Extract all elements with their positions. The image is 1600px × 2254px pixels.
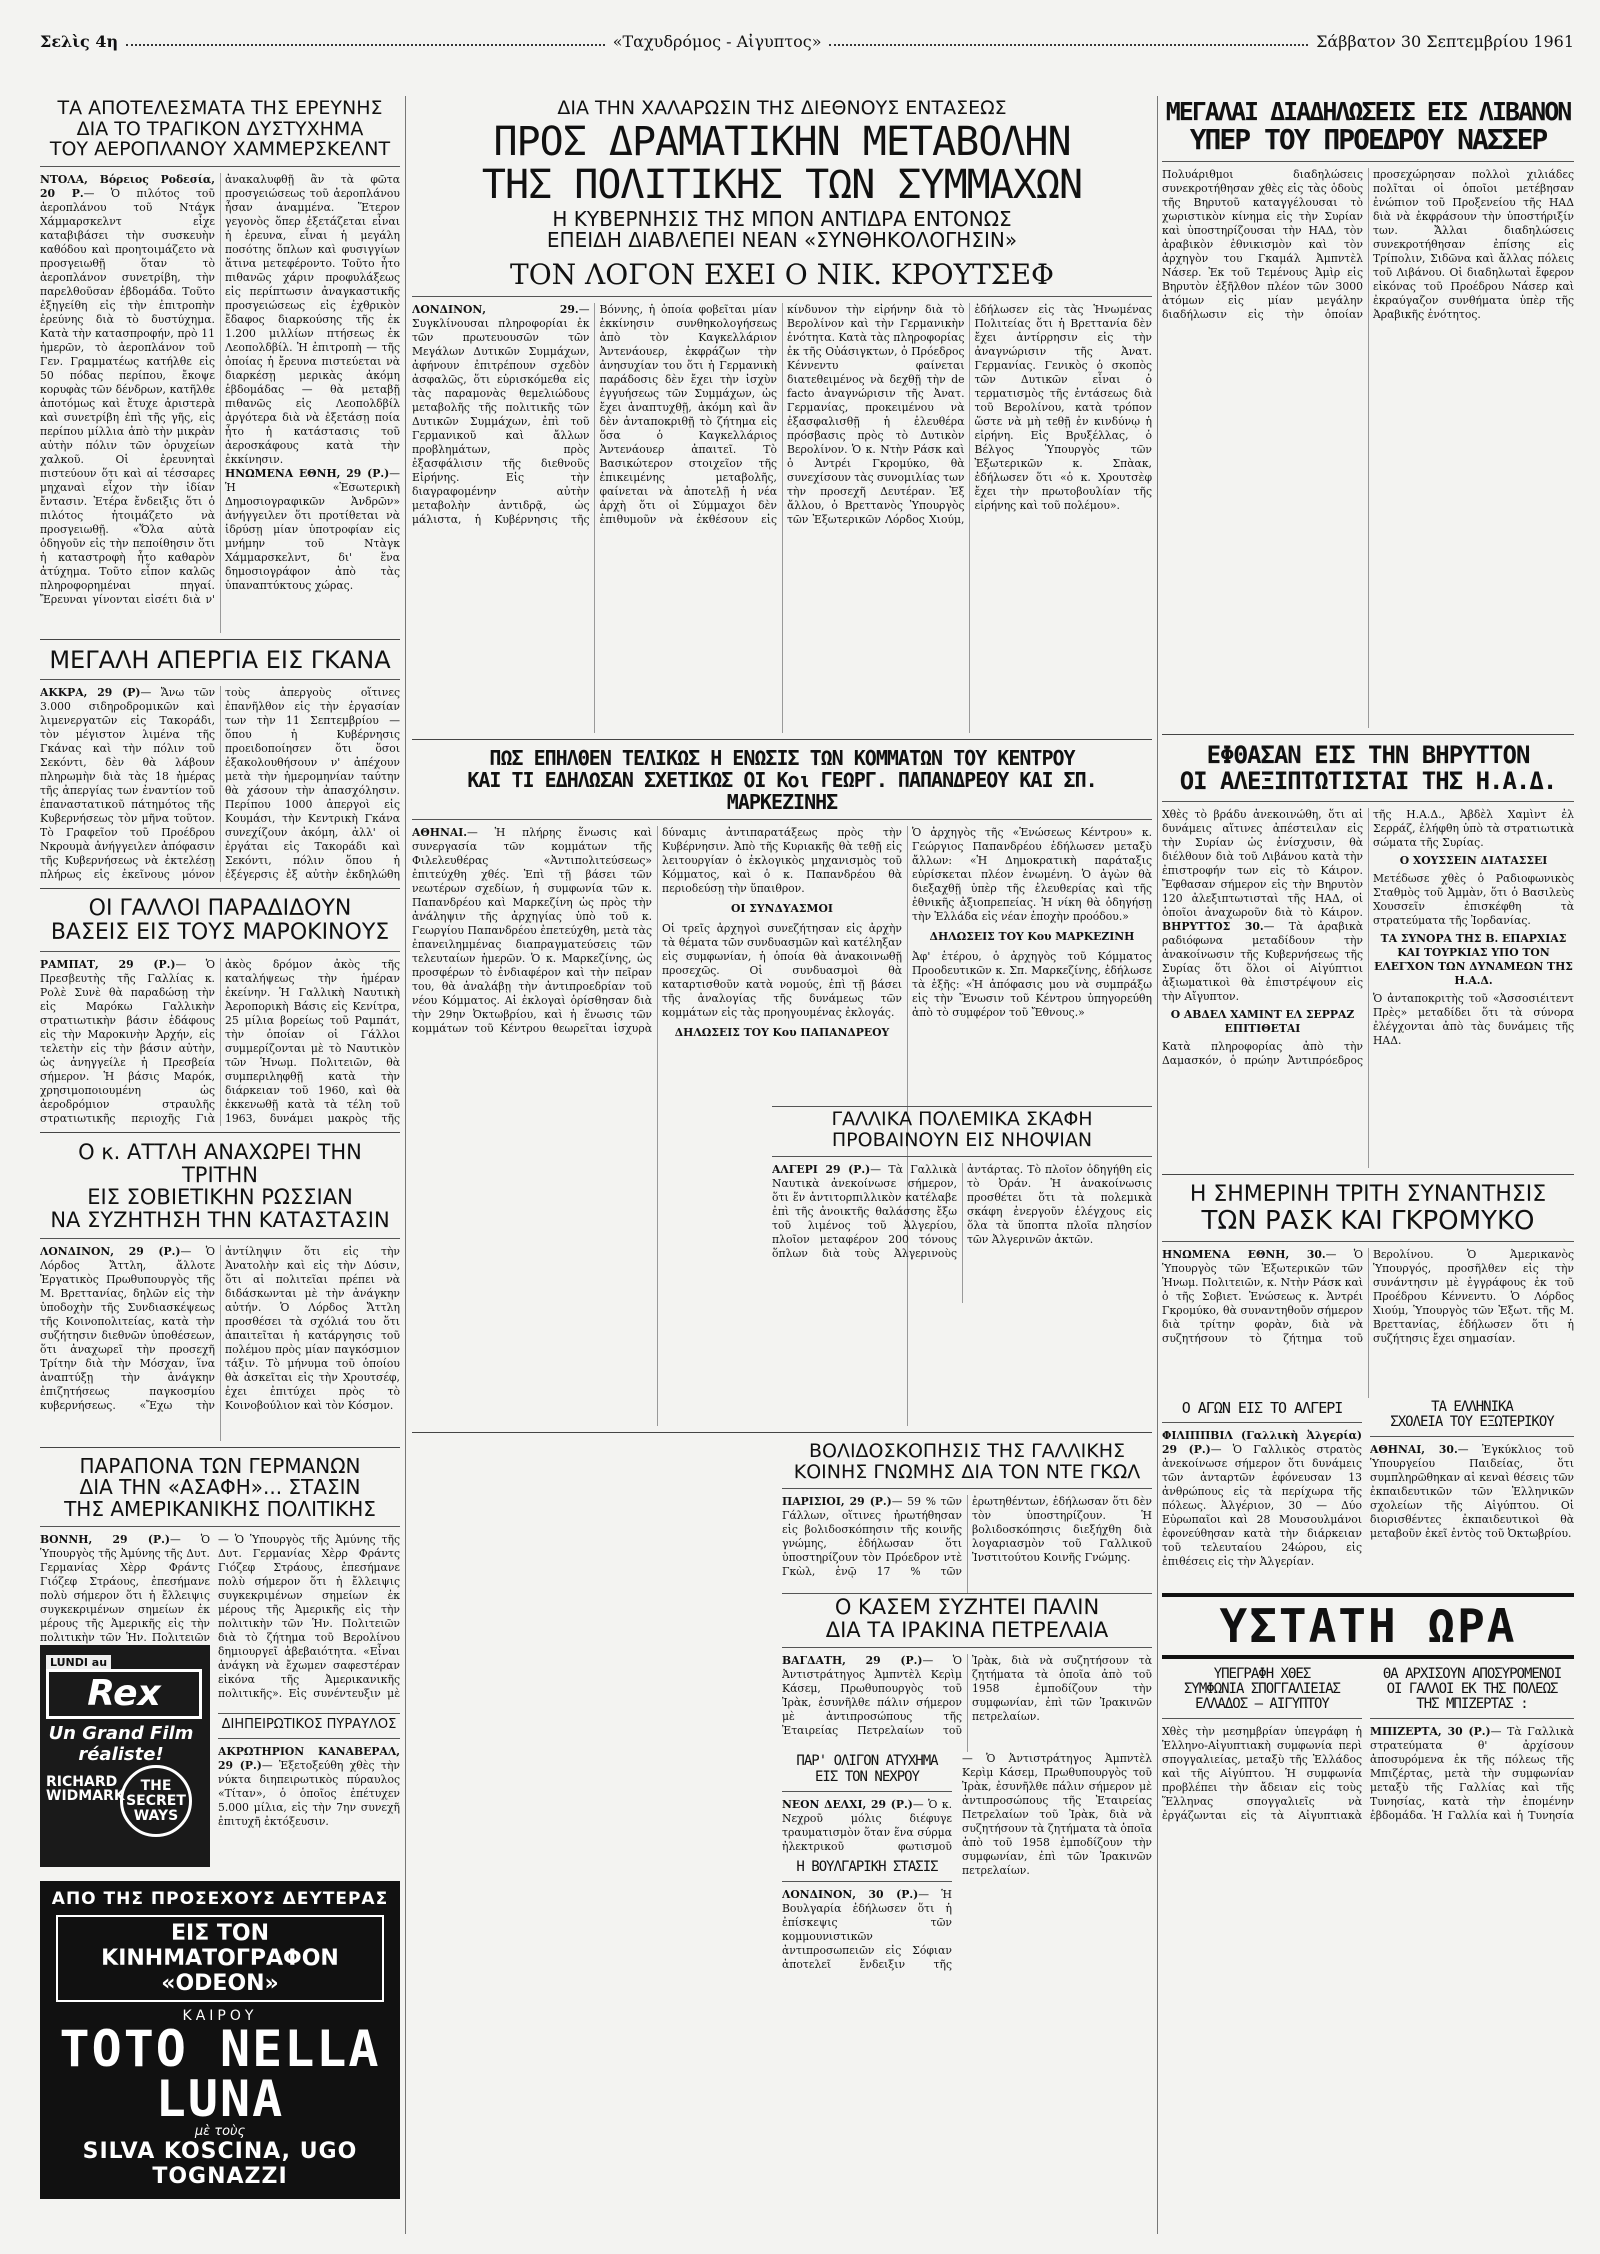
headline-sponge-agreement: ΥΠΕΓΡΑΦΗ ΧΘΕΣ ΣΥΜΦΩΝΙΑ ΣΠΟΓΓΑΛΙΕΙΑΣ ΕΛΛΑΔΟΣ — ΑΙΓΥΠΤΟΥ bbox=[1162, 1665, 1362, 1719]
subhead: Ο ΑΒΔΕΛ ΧΑΜΙΝΤ ΕΛ ΣΕΡΡΑΖ ΕΠΙΤΙΘΕΤΑΙ bbox=[1170, 1008, 1355, 1036]
headline-hammarskjold: ΤΑ ΑΠΟΤΕΛΕΣΜΑΤΑ ΤΗΣ ΕΡΕΥΝΗΣ ΔΙΑ ΤΟ ΤΡΑΓΙΚΟΝ ΔΥΣΤΥΧΗΜΑ ΤΟΥ ΑΕΡΟΠΛΑΝΟΥ ΧΑΜΜΕΡΣΚΕΛΝΤ bbox=[40, 96, 400, 167]
subhead: ΔΗΛΩΣΕΙΣ ΤΟΥ Κου ΠΑΠΑΝΔΡΕΟΥ bbox=[674, 1026, 890, 1040]
article-body: Πολυάριθμοι διαδηλώσεις συνεκροτήθησαν χθὲς εἰς τὰς ὁδοὺς τῆς Βηρυτοῦ καταγγέλουσαι τὸ χωριστικὸν κίνημα εἰς τὴν Συρίαν καὶ ὑποστηρίζουσαι τὴν ΗΑΔ, τὸν ἀραβικὸν ἐθνικισμὸν καὶ τὸν ἀρχηγὸν του Γκαμάλ Ἀμπντὲλ Νάσερ. Ἐκ τοῦ Τεμένους Ἀμὶρ εἰς Βηρυτὸν ἐξῆλθον πλέον τῶν 3000 ἀτόμων εἰς μίαν μεγάλην διαδήλωσιν εἰς τὴν ὁποίαν προσεχώρησαν πολλοὶ χιλιάδες πολῖται οἱ ὁποῖοι μετέβησαν ἐνώπιον τοῦ Προξενείου τῆς ΗΑΔ διὰ νὰ ἐκφράσουν τὴν ὑποστήριξίν των. Ἄλλαι διαδηλώσεις συνεκροτήθησαν ἐπίσης εἰς Τρίπολιν, Σιδῶνα καὶ ἄλλας πόλεις τοῦ Λιβάνου. Οἱ διαδηλωταὶ ἔφερον εἰκόνας τοῦ Προέδρου Νάσερ καὶ ἐκραύγαζον συνθήματα ὑπὲρ τῆς Ἀραβικῆς ἑνότητος. bbox=[1162, 168, 1574, 322]
article-body: ΒΟΝΝΗ, 29 (Ρ.)— Ὁ Ὑπουργὸς τῆς Ἀμύνης τῆς Δυτ. Γερμανίας Χὲρρ Φράντς Γιόζεφ Στράους, ἐπεσήμανε πολὺ σήμερον ὅτι ἡ ἔλλειψις συγκεκριμένων σημείων ἐκ μέρους τῆς Ἀμερικῆς εἰς τὴν πολιτικὴν τῶν Ἡν. Πολιτειῶν bbox=[40, 1533, 210, 1645]
article-body: ΗΝΩΜΕΝΑ ΕΘΝΗ, 30.— Ὁ Ὑπουργὸς τῶν Ἐξωτερικῶν τῶν Ἡνωμ. Πολιτειῶν, κ. Ντὴν Ράσκ καὶ ὁ τῆς Σοβιετ. Ἑνώσεως κ. Ἀντρέι Γκρομύκο, θὰ συναντηθοῦν σήμερον διὰ τρίτην φορὰν, διὰ νὰ συζητήσουν τὸ ζήτημα τοῦ Βερολίνου. Ὁ Ἀμερικανὸς Ὑπουργός, προσῆλθεν εἰς τὴν συνάντησιν μὲ ἐγγράφους ἐκ τοῦ Προέδρου Κέννεντυ. Ὁ Λόρδος Χιούμ, Ὑπουργὸς τῶν Ἐξωτ. τῆς Μ. Βρεττανίας, ἐδήλωσεν ὅτι ἡ συζήτησις ἔχει σημασίαν. bbox=[1162, 1247, 1574, 1345]
headline-algeria-fight: Ο ΑΓΩΝ ΕΙΣ ΤΟ ΑΛΓΕΡΙ bbox=[1162, 1398, 1362, 1423]
right-lower-grid bbox=[1162, 1398, 1574, 1593]
headline-german-complaints: ΠΑΡΑΠΟΝΑ ΤΩΝ ΓΕΡΜΑΝΩΝ ΔΙΑ ΤΗΝ «ΑΣΑΦΗ»... ΣΤΑΣΙΝ ΤΗΣ ΑΜΕΡΙΚΑΝΙΚΗΣ ΠΟΛΙΤΙΚΗΣ bbox=[40, 1454, 400, 1528]
column-divider bbox=[1157, 96, 1158, 2234]
paper-name: «Ταχυδρόμος - Αἰγυπτος» bbox=[612, 31, 822, 51]
divider bbox=[40, 1132, 400, 1133]
rex-logo: Rex bbox=[46, 1669, 202, 1719]
bottom-pair bbox=[782, 1752, 1152, 1979]
subheadline-bonn: Η ΚΥΒΕΡΝΗΣΙΣ ΤΗΣ ΜΠΟΝ ΑΝΤΙΔΡΑ ΕΝΤΟΝΩΣ ΕΠΕΙΔΗ ΔΙΑΒΛΕΠΕΙ ΝΕΑΝ «ΣΥΝΘΗΚΟΛΟΓΗΣΙΝ» bbox=[546, 206, 1018, 253]
nehru-article bbox=[782, 1752, 952, 1979]
headline-french-bases: ΟΙ ΓΑΛΛΟΙ ΠΑΡΑΔΙΔΟΥΝ ΒΑΣΕΙΣ ΕΙΣ ΤΟΥΣ ΜΑΡΟΚΙΝΟΥΣ bbox=[40, 895, 400, 952]
article-body: Χθὲς τὸ βράδυ ἀνεκοινώθη, ὅτι αἱ δυνάμεις αἵτινες ἀπέστειλαν εἰς τὴν Συρίαν ὡς ἐνίσχυσιν, θὰ διέλθουν διὰ τοῦ Λιβάνου κατὰ τὴν ἐπιστροφήν των εἰς τὸ Κάιρον. Ἔφθασαν σήμερον εἰς τὴν Βηρυτὸν 120 ἀλεξιπτωτισταὶ τῆς ΗΑΔ, οἱ ὁποῖοι ἀναχωροῦν διὰ τὸ Κάιρον. ΒΗΡΥΤΤΟΣ 30.— Τὰ ἀραβικὰ ραδιόφωνα μεταδίδουν τὴν ἀνακοίνωσιν τῆς Κυβερνήσεως τῆς Συρίας ὅτι ὅλοι οἱ Αἰγύπτιοι ἀξιωματικοὶ θὰ ἐπιστρέψουν εἰς τὴν Αἴγυπτον. Ο ΑΒΔΕΛ ΧΑΜΙΝΤ ΕΛ ΣΕΡΡΑΖ ΕΠΙΤΙΘΕΤΑΙ Κατὰ πληροφορίας ἀπὸ τὴν Δαμασκόν, ὁ πρώην Ἀντιπρόεδρος τῆς Η.Α.Δ., Ἀβδὲλ Χαμὶντ ἐλ Σερράζ, ἐλήφθη ὑπὸ τὰ στρατιωτικὰ σώματα τῆς Συρίας. Ο ΧΟΥΣΣΕΙΝ ΔΙΑΤΑΣΣΕΙ Μετέδωσε χθὲς ὁ Ραδιοφωνικὸς Σταθμὸς τοῦ Ἀμμὰν, ὅτι ὁ Βασιλεὺς Χουσσεῖν ἐπισκέφθη τὰ στρατεύματα τῆς Ἰορδανίας. ΤΑ ΣΥΝΟΡΑ ΤΗΣ Β. ΕΠΑΡΧΙΑΣ ΚΑΙ ΤΟΥΡΚΙΑΣ ΥΠΟ ΤΟΝ ΕΛΕΓΧΟΝ ΤΩΝ ΔΥΝΑΜΕΩΝ ΤΗΣ Η.Α.Δ. Ὁ ἀνταποκριτὴς τοῦ «Ἀσσοσιέιτεντ Πρὲς» μεταδίδει ὅτι τὰ σύνορα ἐλέγχονται ἀπὸ τὰς δυνάμεις τῆς ΗΑΔ. bbox=[1162, 808, 1574, 1068]
headline-centre-union: ΠΩΣ ΕΠΗΛΘΕΝ ΤΕΛΙΚΩΣ Η ΕΝΩΣΙΣ ΤΩΝ ΚΟΜΜΑΤΩΝ ΤΟΥ ΚΕΝΤΡΟΥ ΚΑΙ ΤΙ ΕΔΗΛΩΣΑΝ ΣΧΕΤΙΚΩΣ ΟΙ Κοι ΓΕΩΡΓ. ΠΑΠΑΝΔΡΕΟΥ ΚΑΙ ΣΠ. ΜΑΡΚΕΖΙΝΗΣ bbox=[412, 746, 1152, 820]
schools-column bbox=[1370, 1398, 1574, 1593]
header-rule bbox=[126, 36, 605, 46]
article-body: ΑΚΚΡΑ, 29 (Ρ)— Ἄνω τῶν 3.000 σιδηροδρομικῶν καὶ λιμενεργατῶν εἰς Τακοράδι, τὸν μέγιστον λιμένα τῆς Γκάνας καὶ τὴν πόλιν τοῦ Σεκόντι, δὲν θὰ λάβουν πληρωμὴν διὰ τὰς 18 ἡμέρας τῆς ἀπεργίας των ἐναντίον τοῦ ἐπαναστατικοῦ πάτημότος τῆς Κυβερνήσεως τὸν μῆνα τοῦτον. Τὸ Γραφεῖον τοῦ Προέδρου Νκρουμὰ ἀνήγγειλεν ἀπόφασιν τῆς Κυβερνήσεως νὰ ἐκτελέσῃ πλήρως εἰς ἐκεῖνους μόνον τοὺς ἀπεργοὺς οἵτινες ἐπανῆλθον εἰς τὴν ἐργασίαν των τὴν 11 Σεπτεμβρίου — ὅπου ἡ Κυβέρνησις προειδοποίησεν ὅτι ὅσοι ἐξακολουθήσουν ν' ἀπέχουν μετὰ τὴν ἡμερομηνίαν ταύτην θὰ χάσουν τὴν ἀπασχόλησιν. Περίπου 1000 ἀπεργοὶ εἰς Κουμάσι, τὴν Κεντρικὴ Γκάνα συνεχίζουν ἀκόμη, ἀλλ' οἱ ἐργάται εἰς Τακοράδι καὶ Σεκόντι, πόλιν ὅπου ἡ ἐξέγερσις ἐξ αὐτὴν ἐκδηλώθη bbox=[40, 686, 400, 882]
bizerte-column bbox=[1370, 1665, 1574, 1845]
kicker-tension: ΔΙΑ ΤΗΝ ΧΑΛΑΡΩΣΙΝ ΤΗΣ ΔΙΕΘΝΟΥΣ ΕΝΤΑΣΕΩΣ bbox=[557, 97, 1007, 119]
latest-hour-banner: ΥΣΤΑΤΗ ΩΡΑ bbox=[1162, 1593, 1574, 1659]
headline-qasim-oil: Ο ΚΑΣΕΜ ΣΥΖΗΤΕΙ ΠΑΛΙΝ ΔΙΑ ΤΑ ΙΡΑΚΙΝΑ ΠΕΤΡΕΛΑΙΑ bbox=[782, 1593, 1152, 1648]
article-body: ΦΙΛΙΠΠΒΙΛ (Γαλλικὴ Ἀλγερία) 29 (Ρ.)— Ὁ Γαλλικὸς στρατὸς ἀνεκοίνωσε σήμερον ὅτι δυνάμεις τῶν ἀνταρτῶν ἐφόνευσαν 13 ἀνθρώπους εἰς τὰ περίχωρα τῆς πόλεως. Ἀλγέριον, 30 — Δύο Εὐρωπαῖοι καὶ 28 Μουσουλμάνοι ἐφονεύθησαν κατὰ τὴν διάρκειαν τοῦ τελευταίου 24ώρου, εἰς ἐπιθέσεις εἰς τὴν Ἀλγερίαν. bbox=[1162, 1429, 1362, 1569]
divider bbox=[412, 1432, 1152, 1433]
algeria-column bbox=[1162, 1398, 1362, 1593]
article-body: ΠΑΡΙΣΙΟΙ, 29 (Ρ.)— 59 % τῶν Γάλλων, οἵτινες ἠρωτήθησαν εἰς βολιδοσκόπησιν τῆς κοινῆς γνώμης, ἐδήλωσαν ὅτι ὑποστηρίζουν τὸν Πρόεδρον ντὲ Γκὼλ, ἐνῷ 17 % τῶν ἐρωτηθέντων, ἐδήλωσαν ὅτι δὲν τὸν ὑποστηρίζουν. Ἡ βολιδοσκόπησις διεξήχθη διὰ λογαριασμὸν τοῦ Γαλλικοῦ Ἰνστιτούτου Κοινῆς Γνώμης. bbox=[782, 1495, 1152, 1579]
article-body: ΡΑΜΠΑΤ, 29 (Ρ.)— Ὁ Πρεσβευτὴς τῆς Γαλλίας κ. Ρολὲ Συνὲ θὰ παραδώσῃ τὴν εἰς Μαρόκω Γαλλικὴν στρατιωτικὴν βάσιν ἐδάφους εἰς τὴν Μαροκινὴν Ἀρχήν, εἰς τελετὴν εἰς τὴν βάσιν αὐτὴν, ὡς ἀνηγγείλε ἡ Πρεσβεία σήμερον. Ἡ βάσις Μαρόκ, χρησιμοποιουμένη ὡς ἀεροδρόμιον στραυλῆς στρατιωτικῆς περιοχῆς Γιὰ ἀκὸς δρόμον ἀκὸς τῆς καταλήψεως τὴν ἡμέραν ἐκείνην. Ἡ Γαλλικὴ Ναυτικὴ Ἀεροπορικὴ Βάσις εἰς Κενίτρα, 25 μίλια βορείως τοῦ Ραμπάτ, τὴν ὁποίαν οἱ Γάλλοι συμμερίζονται μὲ τὸ Ναυτικὸν τῶν Ἡνωμ. Πολιτειῶν, θὰ συμπεριληφθῇ κατὰ τὴν διάρκειαν τοῦ 1960, καὶ θὰ ἐκκενωθῇ κατὰ τὰ τέλη τοῦ 1963, δυνάμει μακρὸς τῆς bbox=[40, 957, 400, 1125]
article-body: ΑΚΡΩΤΗΡΙΟΝ ΚΑΝΑΒΕΡΑΛ, 29 (Ρ.)— Ἐξετοξεύθη χθὲς τὴν νύκτα διηπειρωτικὸς πύραυλος «Τίταν», ὁ ὁποῖος ἐπέτυχεν 5.000 μίλια, εἰς τὴν 7ην συνεχῆ ἐπιτυχῆ ἐκτόξευσιν. bbox=[218, 1745, 400, 1829]
headline-rusk-gromyko: Η ΣΗΜΕΡΙΝΗ ΤΡΙΤΗ ΣΥΝΑΝΤΗΣΙΣ ΤΩΝ ΡΑΣΚ ΚΑΙ ΓΚΡΟΜΥΚΟ bbox=[1162, 1181, 1574, 1242]
cinema-poster-column bbox=[40, 1533, 210, 1867]
subhead: ΔΗΛΩΣΕΙΣ ΤΟΥ Κου ΜΑΡΚΕΖΙΝΗ bbox=[929, 930, 1135, 944]
article-body: ΛΟΝΔΙΝΟΝ, 29 (Ρ.)— Ὁ Λόρδος Ἄττλη, ἄλλοτε Ἐργατικὸς Πρωθυπουργὸς τῆς Μ. Βρεττανίας, δηλῶν εἰς τὴν ὑποδοχὴν τῆς Συνδιασκέψεως τῆς Κοινοπολιτείας, κατὰ τὴν συζήτησιν διεθνῶν ὑποθέσεων, ὅτι ἀναχωρεῖ τὴν προσεχῆ Τρίτην διὰ τὴν Μόσχαν, ἵνα ἀναπτύξῃ τὴν ἀνάγκην ἐπιζητήσεως παγκοσμίου κυβερνήσεως. «Ἔχω τὴν ἀντίληψιν ὅτι εἰς τὴν Ἀνατολὴν καὶ εἰς τὴν Δύσιν, ὅτι αἱ πολιτεῖαι πρέπει νὰ διδάσκωνται μὲ τὴν ἀνάγκην αὐτήν. Ὁ Λόρδος Ἄττλη προσθέσει τὰ σχόλιά του ὅτι ἀπαιτεῖται ἡ κατάργησις τοῦ πολέμου πρὸς μίαν παγκόσμιον τάξιν. Τὸ μήνυμα τοῦ ὁποίου θὰ ἀσκεῖται εἰς τὴν Χρουτσέφ, ἐχει ἐπιτύχει πρὸς τὸ Κοινοβούλιον καὶ τὸν Κόσμον. bbox=[40, 1244, 400, 1412]
headline-bizerte: ΘΑ ΑΡΧΙΣΟΥΝ ΑΠΟΣΥΡΟΜΕΝΟΙ ΟΙ ΓΑΛΛΟΙ ΕΚ ΤΗΣ ΠΟΛΕΩΣ ΤΗΣ ΜΠΙΖΕΡΤΑΣ : bbox=[1370, 1665, 1574, 1719]
headline-bulgaria: Η ΒΟΥΛΓΑΡΙΚΗ ΣΤΑΣΙΣ bbox=[782, 1858, 952, 1882]
headline-nehru: ΠΑΡ' ΟΛΙΓΟΝ ΑΤΥΧΗΜΑ ΕΙΣ ΤΟΝ ΝΕΧΡΟΥ bbox=[782, 1752, 952, 1791]
column-divider bbox=[405, 96, 406, 2234]
page-number: Σελὶς 4η bbox=[40, 31, 119, 51]
article-with-ad bbox=[40, 1533, 400, 1867]
article-body: ΝΤΟΛΑ, Βόρειος Ροδεσία, 20 Ρ.— Ὁ πιλότος τοῦ ἀεροπλάνου τοῦ Ντάγκ Χάμμαρσκελντ εἶχε καταβιβάσει τὴν συσκευὴν καθόδου καὶ προητοιμάζετο νὰ προσγειωθῇ ὅταν τὸ ἀεροπλάνον συνετρίβη, τὴν παρελθοῦσαν ἑβδομάδα. Τοῦτο ἐξηγείθη εἰς τὴν ἐπιτροπὴν ἐρεύνης διὰ τὸ δυστύχημα. Κατὰ τὴν κατασπροφήν, πρὸ 11 ἡμερῶν, τὸ ἀεροπλάνον τοῦ Γεν. Γραμματέως κατήλθε εἰς 50 πόδας περίπου, ἔκοψε κορυφὰς τῶν δένδρων, κατῆλθε ἀποτόμως καὶ ἔτυχε ἀριστερὰ καὶ συνετρίβη ἐπὶ τῆς γῆς, εἰς περίπου μίλλια ἀπὸ τὴν μικρὰν αὐτὴν πόλιν τῶν ὀρυχείων χαλκοῦ. Οἱ ἐρευνηταὶ πιστεύουν ὅτι καὶ αἱ τέσσαρες μηχαναὶ εἶχον τὴν ἰδίαν ἔντασιν. Ἐτέρα ἔνδειξις ὅτι ὁ πιλότος ἠτοιμάζετο νὰ προσγειωθῇ. «Ὅλα αὐτὰ ὁδηγοῦν εἰς τὴν πεποίθησιν ὅτι ἡ καταστροφὴ ἦτο καθαρὸν ἀτύχημα. Τοῦτο εἶπον καλῶς πληροφορημέναι πηγαί. Ἔρευναι γίνονται εἰσέτι διὰ ν' ἀνακαλυφθῇ ἂν τὰ φῶτα προσγειώσεως τοῦ ἀεροπλάνου ἦσαν ἀναμμένα. Ἕτερον γεγονὸς ὅπερ ἐξετάζεται εἶναι ἡ ἐρευνα, εἶναι ἡ μεγάλη ποσότης ὅπλων καὶ φυσιγγίων ἅτινα μετεφέροντο. Τοῦτο ἦτο πιθανῶς χάριν προφυλάξεως εἰς περίπτωσιν ἀναγκαστικῆς προσγειώσεως εἰς ἐχθρικὸν ἔδαφος διαρκούσης τῆς ἐκ 1.200 μιλλίων πτήσεως ἐκ Λεοπολδβίλ. Ἡ ἐπιτροπὴ — τῆς ὁποίας ἡ ἔρευνα πιστεύεται νὰ διαρκέσῃ μερικὰς ἀκόμη ἑβδομάδας — θὰ μεταβῇ πιθανῶς εἰς Λεοπολδβίλ ἀργότερα διὰ νὰ ἐξετάσῃ ποία ἦτο ἡ κατάστασις τοῦ ἀεροσκάφους κατὰ τὴν ἐκκίνησιν. ΗΝΩΜΕΝΑ ΕΘΝΗ, 29 (Ρ.)— Ἡ «Ἑσωτερικὴ Δημοσιογραφικῶν Ἀνδρῶν» ἀνήγγειλεν ὅτι προτίθεται νὰ ἱδρύσῃ μίαν ὑποτροφίαν εἰς μνήμην τοῦ Ντὰγκ Χάμμαρσκελντ, δι' ἕνα δημοσιογράφον ἀπὸ τὰς ὑπαναπτύκτους χώρας. bbox=[40, 172, 400, 606]
divider bbox=[1162, 734, 1574, 735]
page-header bbox=[40, 28, 1574, 54]
article-body: ΛΟΝΔΙΝΟΝ, 29.— Συγκλίνουσαι πληροφορίαι ἐκ τῶν πρωτευουσῶν τῶν Μεγάλων Δυτικῶν Συμμάχων, ἀφήνουν ἐπιτρέπουν σχεδὸν ἀσφαλῶς, ὅτι εὑρισκόμεθα εἰς τὰς παραμονὰς θεμελιώδους μεταβολῆς τῆς πολιτικῆς τῶν Δυτικῶν Συμμάχων, ἐπὶ τοῦ Γερμανικοῦ καὶ ἄλλων προβλημάτων, πρὸς ἐξασφάλισιν τῆς διεθνοῦς Εἰρήνης. Εἰς τὴν διαγραφομένην αὐτὴν μεταβολὴν ἀντιδρᾷ, ὡς μάλιστα, ἡ Κυβέρνησις τῆς Βόννης, ἡ ὁποία φοβεῖται μίαν ἐκκίνησιν συνθηκολογήσεως ἀπὸ τὸν Καγκελλάριον Ἀντενάουερ, ἐκφράζων τὴν ἀνησυχίαν του ὅτι ἡ Γερμανικὴ παράδοσις δὲν ἔχει τὴν ἰσχὺν ἐγγυήσεως τῶν Συμμάχων, ὡς ἔχει ἀναπτυχθῇ, ἀκόμη καὶ ἂν δὲν ἀνταποκριθῇ τὸ ζήτημα εἰς ὅσα ὁ Καγκελλάριος Ἀντενάουερ ἀπαιτεῖ. Τὸ Βασικώτερον στοιχεῖον τῆς ἐπικειμένης μεταβολῆς, φαίνεται νὰ ἀποτελῇ ἡ νέα ἀρχὴ ὅτι οἱ Σύμμαχοι δὲν ἐπιθυμοῦν νὰ ἐκθέσουν εἰς κίνδυνον τὴν εἰρήνην διὰ τὸ Βερολίνον καὶ τὴν Γερμανικὴν ἑνότητα. Κατὰ τὰς πληροφορίας ἐκ τῆς Οὐάσιγκτων, ὁ Πρόεδρος Κέννεντυ φαίνεται διατεθειμένος νὰ δεχθῇ τὴν de facto ἀναγνώρισιν τῆς Ἀνατ. Γερμανίας, προκειμένου νὰ ἐξασφαλισθῇ ἡ ἐλευθέρα πρόσβασις πρὸς τὸ Δυτικὸν Βερολίνον. Ὁ κ. Ντὴν Ράσκ καὶ ὁ Ἀντρέι Γκρομύκο, θὰ συνεχίσουν τὰς συνομιλίας των τὴν προσεχῆ Δευτέραν. Ἐξ ἄλλου, ὁ Βρεττανὸς Ὑπουργὸς τῶν Ἐξωτερικῶν Λόρδος Χιούμ, ἐδήλωσεν εἰς τὰς Ἡνωμένας Πολιτείας ὅτι ἡ Βρεττανία δὲν ἔχει ἀντίρρησιν εἰς τὴν ἀναγνώρισιν τῆς Ἀνατ. Γερμανίας. Γενικὸς ὁ σκοπὸς τῶν Δυτικῶν εἶναι ὁ τερματισμὸς τῆς ἐντάσεως διὰ τοῦ Βερολίνου, κατὰ τρόπον ὥστε νὰ μὴ τεθῇ ἐν κινδύνῳ ἡ εἰρήνη. Εἰς Βρυξέλλας, ὁ Βέλγος Ὑπουργὸς τῶν Ἐξωτερικῶν κ. Σπὰακ, ἐδήλωσεν ὅτι «ὁ κ. Χρουτσὲφ ἔχει τὴν πρωτοβουλίαν τῆς εἰρήνης καὶ τοῦ πολέμου». bbox=[412, 303, 1152, 527]
main-headline: ΠΡΟΣ ΔΡΑΜΑΤΙΚΗΝ ΜΕΤΑΒΟΛΗΝ ΤΗΣ ΠΟΛΙΤΙΚΗΣ ΤΩΝ ΣΥΜΜΑΧΩΝ bbox=[481, 118, 1083, 208]
headline-attlee: Ο κ. ΑΤΤΛΗ ΑΝΑΧΩΡΕΙ ΤΗΝ ΤΡΙΤΗΝ ΕΙΣ ΣΟΒΙΕΤΙΚΗΝ ΡΩΣΣΙΑΝ ΝΑ ΣΥΖΗΤΗΣΗ ΤΗΝ ΚΑΤΑΣΤΑΣΙΝ bbox=[40, 1139, 400, 1239]
article-body: Χθὲς τὴν μεσημβρίαν ὑπεγράφη ἡ Ἑλληνο-Αἰγυπτιακὴ συμφωνία περὶ σπογγαλιείας, μεταξὺ τῆς Ἑλλάδος καὶ τῆς Αἰγύπτου. Ἡ συμφωνία προβλέπει τὴν ἄδειαν εἰς τοὺς Ἕλληνας σπογγαλιεῖς νὰ ἐργάζωνται εἰς τὰ Αἰγυπτιακὰ bbox=[1162, 1725, 1362, 1823]
divider bbox=[40, 1447, 400, 1448]
subhead: ΤΑ ΣΥΝΟΡΑ ΤΗΣ Β. ΕΠΑΡΧΙΑΣ ΚΑΙ ΤΟΥΡΚΙΑΣ ΥΠΟ ΤΟΝ ΕΛΕΓΧΟΝ ΤΩΝ ΔΥΝΑΜΕΩΝ ΤΗΣ Η.Α.Δ. bbox=[1374, 932, 1573, 988]
sponge-fishing-column bbox=[1162, 1665, 1362, 1845]
divider bbox=[412, 739, 1152, 740]
article-body: — Ὁ Ἀντιστράτηγος Ἀμπντὲλ Κερὶμ Κάσεμ, Πρωθυπουργὸς τοῦ Ἰρὰκ, ἐσυνῆλθε πάλιν σήμερον μὲ ἀντιπροσώπους τῆς Ἐταιρείας Πετρελαίων τοῦ Ἰρὰκ, διὰ νὰ συζητήσουν τὰ ζητήματα τὰ ὁποῖα ἀπὸ τοῦ 1958 ἐμποδίζουν τὴν συμφωνίαν, ἐπὶ τῶν Ἰρακινῶν πετρελαίων. bbox=[962, 1752, 1152, 1878]
article-body: ΒΑΓΔΑΤΗ, 29 (Ρ.)— Ὁ Ἀντιστράτηγος Ἀμπντὲλ Κερὶμ Κάσεμ, Πρωθυπουργὸς τοῦ Ἰρὰκ, ἐσυνῆλθε πάλιν σήμερον μὲ ἀντιπροσώπους τῆς Ἐταιρείας Πετρελαίων τοῦ Ἰρὰκ, διὰ νὰ συζητήσουν τὰ ζητήματα τὰ ὁποῖα ἀπὸ τοῦ 1958 ἐμποδίζουν τὴν συμφωνίαν, ἐπὶ τῶν Ἰρακινῶν πετρελαίων. bbox=[782, 1654, 1152, 1738]
article-body: ΑΛΓΕΡΙ 29 (Ρ.)— Τὰ Γαλλικὰ Ναυτικὰ ἀνεκοίνωσε σήμερον, ὅτι ἕν ἀντιτορπιλλικὸν κατέλαβε ἐπὶ τῆς ἀνοικτῆς θαλάσσης ἔξω τοῦ λιμένος τοῦ Ἀλγερίου, πλοῖον μεταφέρον 200 τόνους ὅπλων διὰ τοὺς Ἀλγερινοὺς ἀντάρτας. Τὸ πλοῖον ὁδηγήθη εἰς τὸ Ὀράν. Ἡ ἀνακοίνωσις προσθέτει ὅτι τὰ πολεμικὰ σκάφη ἐνεργοῦν ἐλέγχους εἰς ὅλα τὰ ὕποπτα πλοῖα πλησίον τῶν Ἀλγερινῶν ἀκτῶν. bbox=[772, 1163, 1152, 1261]
headline-lebanon: ΜΕΓΑΛΑΙ ΔΙΑΔΗΛΩΣΕΙΣ ΕΙΣ ΛΙΒΑΝΟΝ ΥΠΕΡ ΤΟΥ ΠΡΟΕΔΡΟΥ ΝΑΣΣΕΡ bbox=[1162, 96, 1574, 162]
right-stack bbox=[772, 1106, 1152, 1303]
headline-greek-schools: ΤΑ ΕΛΛΗΝΙΚΑ ΣΧΟΛΕΙΑ ΤΟΥ ΕΞΩΤΕΡΙΚΟΥ bbox=[1370, 1398, 1574, 1437]
headline-french-warships: ΓΑΛΛΙΚΑ ΠΟΛΕΜΙΚΑ ΣΚΑΦΗ ΠΡΟΒΑΙΝΟΥΝ ΕΙΣ ΝΗΟΨΙΑΝ bbox=[772, 1106, 1152, 1157]
lower-center-right bbox=[782, 1439, 1152, 1980]
lower-center bbox=[412, 1439, 1152, 1980]
column-left bbox=[40, 96, 400, 2199]
article-body: ΑΘΗΝΑΙ, 30.— Ἐγκύκλιος τοῦ Ὑπουργείου Παιδείας, ὅτι συμπληρῶθηκαν αἱ κεναὶ θέσεις τῶν ἐκπαιδευτικῶν τῶν Ἑλληνικῶν σχολείων τῆς Αἰγύπτου. Οἱ διορισθέντες ἐκπαιδευτικοὶ θὰ μεταβοῦν ἐκεῖ ἐντὸς τοῦ Ὀκτωβρίου. bbox=[1370, 1443, 1574, 1541]
latest-news-grid bbox=[1162, 1665, 1574, 1845]
article-body: — Ὁ Ὑπουργὸς τῆς Ἀμύνης τῆς Δυτ. Γερμανίας Χὲρρ Φράντς Γιόζεφ Στράους, ἐπεσήμανε πολὺ σήμερον ὅτι ἡ ἔλλειψις συγκεκριμένων σημείων ἐκ μέρους τῆς Ἀμερικῆς εἰς τὴν πολιτικὴν τῶν Ἡν. Πολιτειῶν διὰ τὸ ζήτημα τοῦ Βερολίνου δημιουργεῖ ἀβεβαιότητα. «Εἶναι ἀνάγκη νὰ ἔχωμεν σαφεστέραν εἰκόνα τῆς Ἀμερικανικῆς πολιτικῆς». Εἰς συνέντευξιν μὲ bbox=[218, 1533, 400, 1701]
article-body: ΝΕΟΝ ΔΕΛΧΙ, 29 (Ρ.)— Ὁ κ. Νεχροῦ μόλις διέφυγε τραυματισμὸν ὅταν ἕνα σύρμα ἠλεκτρικοῦ φωτισμοῦ bbox=[782, 1797, 952, 1853]
column-right bbox=[1162, 96, 1574, 1845]
article-body: ΑΘΗΝΑΙ.— Ἡ πλήρης ἕνωσις καὶ συνεργασία τῶν κομμάτων τῆς Φιλελευθέρας «Ἀντιπολιτεύσεως» ἐπιτεύχθη χθές. Ἐπὶ τῇ βάσει τῶν νεωτέρων σχεδίων, ἡ συμφωνία τῶν κ. Παπανδρέου καὶ Μαρκεζίνη ὡς πρὸς τὴν ἀνάληψιν τῆς ἀρχηγίας ὑπὸ τοῦ κ. Γεωργίου Παπανδρέου ἐπετεύχθη, μετὰ τὰς ἐπανειλημμένας διαπραγματεύσεις τῶν τελευταίων ἡμερῶν. Ὁ κ. Μαρκεζίνης, ὡς προσφέρων τὸ ἐνδιαφέρον καὶ τὴν πεῖραν του, θὰ ἀναλάβῃ τὴν ἀντιπροεδρίαν τοῦ νέου Κόμματος. Αἱ ἐκλογαὶ ὁρίσθησαν διὰ τὴν 29ην Ὀκτωβρίου, καὶ ἡ ἕνωσις τῶν κομμάτων τοῦ Κέντρου θεωρεῖται ἰσχυρὰ δύναμις ἀντιπαρατάξεως πρὸς τὴν Κυβέρνησιν. Ἀπὸ τῆς Κυριακῆς θὰ τεθῇ εἰς λειτουργίαν ὁ ἐκλογικὸς μηχανισμὸς τοῦ Κόμματος, καὶ ὁ κ. Παπανδρέου θὰ περιοδεύσῃ τὴν ὕπαιθρον. ΟΙ ΣΥΝΔΥΑΣΜΟΙ Οἱ τρεῖς ἀρχηγοὶ συνεζήτησαν εἰς ἀρχὴν τὰ θέματα τῶν συνδυασμῶν καὶ κατέληξαν εἰς συμφωνίαν, ἡ ὁποία θὰ ἀνακοινωθῇ προσεχῶς. Οἱ συνδυασμοὶ θὰ καταρτισθοῦν κατὰ νομούς, ἐπὶ τῇ βάσει τῆς ἀναλογίας τῆς δυνάμεως τῶν κομμάτων εἰς τὰς προηγουμένας ἐκλογάς. ΔΗΛΩΣΕΙΣ ΤΟΥ Κου ΠΑΠΑΝΔΡΕΟΥ Ὁ ἀρχηγὸς τῆς «Ἑνώσεως Κέντρου» κ. Γεώργιος Παπανδρέου ἐδήλωσεν μεταξὺ ἄλλων: «Ἡ Δημοκρατικὴ παράταξις εὑρίσκεται πλέον ἑνωμένη. Ὁ ἀγὼν θὰ διεξαχθῇ ὑπὲρ τῆς ἐλευθερίας καὶ τῆς ἐθνικῆς ἀξιοπρεπείας. Ἡ νίκη θὰ ὁδηγήσῃ τὴν Ἑλλάδα εἰς νέαν ἐποχὴν προόδου.» ΔΗΛΩΣΕΙΣ ΤΟΥ Κου ΜΑΡΚΕΖΙΝΗ Ἀφ' ἑτέρου, ὁ ἀρχηγὸς τοῦ Κόμματος Προοδευτικῶν κ. Σπ. Μαρκεζίνης, ἐδήλωσε τὰ ἑξῆς: «Ἡ ἀπόφασις μου νὰ συμπράξω εἰς τὴν Ἕνωσιν τοῦ Κέντρου ὑπηγορεύθη ἀπὸ τὸ συμφέρον τοῦ Ἔθνους.» bbox=[412, 826, 1152, 1040]
article-continuation bbox=[218, 1533, 400, 1867]
issue-date: Σάββατον 30 Σεπτεμβρίου 1961 bbox=[1316, 31, 1575, 51]
rex-cinema-poster: LUNDI au Rex Un Grand Film réaliste! RICHARD WIDMARK THE SECRET WAYS bbox=[40, 1645, 210, 1867]
header-rule bbox=[829, 36, 1308, 46]
lower-center-spacer bbox=[412, 1439, 772, 1980]
article-body: ΛΟΝΔΙΝΟΝ, 30 (Ρ.)— Ἡ Βουλγαρία ἐδήλωσεν ὅτι ἡ ἐπίσκεψις τῶν κομμουνιστικῶν ἀντιπροσωπειῶν εἰς Σόφιαν ἀποτελεῖ ἔνδειξιν τῆς bbox=[782, 1887, 952, 1971]
headline-de-gaulle-poll: ΒΟΛΙΔΟΣΚΟΠΗΣΙΣ ΤΗΣ ΓΑΛΛΙΚΗΣ ΚΟΙΝΗΣ ΓΝΩΜΗΣ ΔΙΑ ΤΟΝ ΝΤΕ ΓΚΩΛ bbox=[782, 1439, 1152, 1489]
headline-icbm: ΔΙΗΠΕΙΡΩΤΙΚΟΣ ΠΥΡΑΥΛΟΣ bbox=[218, 1713, 400, 1739]
article-body: ΜΠΙΖΕΡΤΑ, 30 (Ρ.)— Τὰ Γαλλικὰ στρατεύματα θ' ἀρχίσουν ἀποσυρόμενα ἐκ τῆς πόλεως τῆς Μπιζέρτας, μετὰ τὴν συμφωνίαν μεταξὺ τῆς Γαλλίας καὶ τῆς Τυνησίας, κατὰ τὴν ἐπομένην ἑβδομάδα. Ἡ Γαλλία καὶ ἡ Τυνησία bbox=[1370, 1725, 1574, 1823]
column-center bbox=[412, 96, 1152, 1980]
odeon-cinema-ad: ΑΠΟ ΤΗΣ ΠΡΟΣΕΧΟΥΣ ΔΕΥΤΕΡΑΣ ΕΙΣ ΤΟΝ ΚΙΝΗΜΑΤΟΓΡΑΦΟΝ «ODEON» ΚΑΙΡΟΥ TOTO NELLA LUNA μὲ τοὺς SILVA KOSCINA, UGO TOGNAZZI bbox=[40, 1881, 400, 2199]
subheadline-khrushchev: ΤΟΝ ΛΟΓΟΝ ΕΧΕΙ Ο ΝΙΚ. ΚΡΟΥΤΣΕΦ bbox=[412, 258, 1152, 297]
divider bbox=[1162, 1174, 1574, 1175]
divider bbox=[40, 888, 400, 889]
headline-paratroopers: ΕΦΘΑΣΑΝ ΕΙΣ ΤΗΝ ΒΗΡΥΤΤΟΝ ΟΙ ΑΛΕΞΙΠΤΩΤΙΣΤΑΙ ΤΗΣ Η.Α.Δ. bbox=[1162, 741, 1574, 802]
headline-ghana-strike: ΜΕΓΑΛΗ ΑΠΕΡΓΙΑ ΕΙΣ ΓΚΑΝΑ bbox=[40, 646, 400, 681]
subhead: ΟΙ ΣΥΝΔΥΑΣΜΟΙ bbox=[731, 902, 833, 916]
divider bbox=[40, 639, 400, 640]
subhead: Ο ΧΟΥΣΣΕΙΝ ΔΙΑΤΑΣΣΕΙ bbox=[1399, 854, 1548, 868]
